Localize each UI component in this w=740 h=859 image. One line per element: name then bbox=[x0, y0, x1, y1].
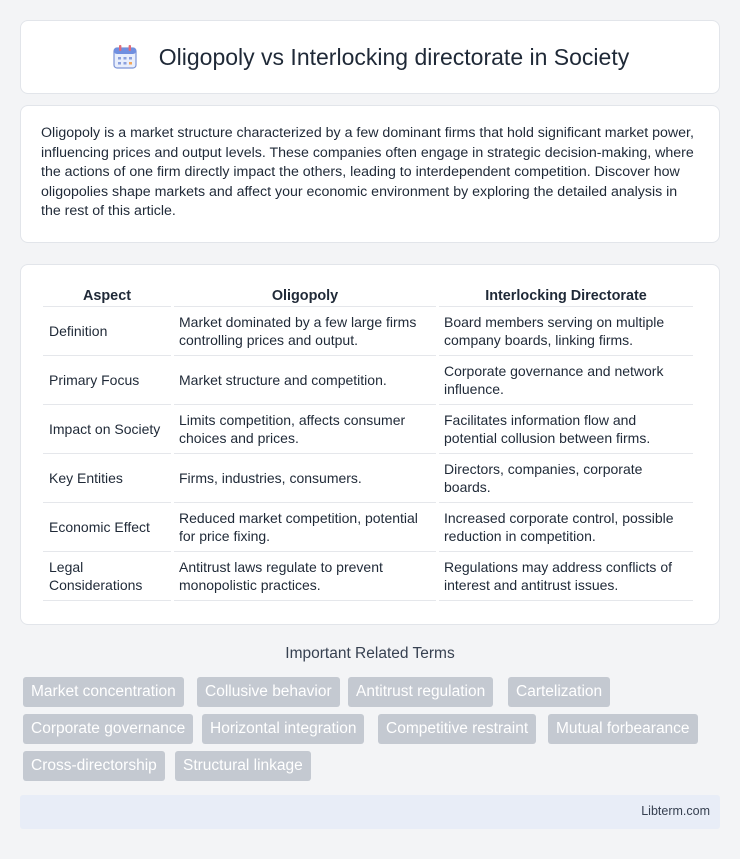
oligopoly-cell: Limits competition, affects consumer choices and prices. bbox=[174, 405, 436, 454]
comparison-table-card bbox=[20, 264, 720, 625]
footer bbox=[20, 795, 720, 829]
related-term-tag[interactable]: Corporate governance bbox=[23, 714, 193, 744]
oligopoly-cell: Market dominated by a few large firms controlling prices and output. bbox=[174, 307, 436, 356]
interlocking-cell: Corporate governance and network influence. bbox=[439, 356, 693, 405]
oligopoly-cell: Firms, industries, consumers. bbox=[174, 454, 436, 503]
related-terms-heading: Important Related Terms bbox=[285, 645, 455, 662]
related-term-tag[interactable]: Collusive behavior bbox=[197, 677, 340, 707]
interlocking-cell: Regulations may address conflicts of interest and antitrust issues. bbox=[439, 552, 693, 601]
aspect-cell: Legal Considerations bbox=[43, 552, 171, 601]
intro-paragraph: Oligopoly is a market structure characterized by a few dominant firms that hold significant market power, influencing prices and output levels. These companies often engage in strategic decision-making, where the actions of one firm directly impact the others, leading to interdependent competition. Discover how oligopolies shape markets and affect your economic environment by exploring the detailed analysis in the rest of this article. bbox=[41, 125, 694, 220]
aspect-cell: Definition bbox=[43, 307, 171, 356]
table-row bbox=[43, 307, 693, 356]
column-header-oligopoly: Oligopoly bbox=[174, 285, 436, 307]
related-term-tag[interactable]: Cartelization bbox=[508, 677, 610, 707]
table-row bbox=[43, 405, 693, 454]
aspect-cell: Economic Effect bbox=[43, 503, 171, 552]
table-row bbox=[43, 356, 693, 405]
table-header-row bbox=[43, 285, 693, 307]
interlocking-cell: Facilitates information flow and potential collusion between firms. bbox=[439, 405, 693, 454]
column-header-aspect: Aspect bbox=[43, 285, 171, 307]
related-term-tag[interactable]: Cross-directorship bbox=[23, 751, 165, 781]
aspect-cell: Primary Focus bbox=[43, 356, 171, 405]
interlocking-cell: Directors, companies, corporate boards. bbox=[439, 454, 693, 503]
table-row bbox=[43, 552, 693, 601]
related-term-tag[interactable]: Antitrust regulation bbox=[348, 677, 493, 707]
interlocking-cell: Increased corporate control, possible reduction in competition. bbox=[439, 503, 693, 552]
column-header-interlocking: Interlocking Directorate bbox=[439, 285, 693, 307]
aspect-cell: Key Entities bbox=[43, 454, 171, 503]
intro-card bbox=[20, 105, 720, 243]
page-title: Oligopoly vs Interlocking directorate in Society bbox=[158, 43, 630, 70]
related-term-tag[interactable]: Mutual forbearance bbox=[548, 714, 698, 744]
oligopoly-cell: Reduced market competition, potential for price fixing. bbox=[174, 503, 436, 552]
oligopoly-cell: Market structure and competition. bbox=[174, 356, 436, 405]
comparison-table bbox=[40, 285, 696, 601]
related-term-tag[interactable]: Structural linkage bbox=[175, 751, 311, 781]
aspect-cell: Impact on Society bbox=[43, 405, 171, 454]
calendar-icon bbox=[111, 43, 139, 71]
oligopoly-cell: Antitrust laws regulate to prevent monopolistic practices. bbox=[174, 552, 436, 601]
related-term-tag[interactable]: Horizontal integration bbox=[202, 714, 364, 744]
footer-site-link[interactable]: Libterm.com bbox=[641, 804, 710, 818]
table-row bbox=[43, 503, 693, 552]
related-term-tag[interactable]: Competitive restraint bbox=[378, 714, 536, 744]
table-row bbox=[43, 454, 693, 503]
interlocking-cell: Board members serving on multiple company boards, linking firms. bbox=[439, 307, 693, 356]
related-term-tag[interactable]: Market concentration bbox=[23, 677, 184, 707]
title-card bbox=[20, 20, 720, 94]
